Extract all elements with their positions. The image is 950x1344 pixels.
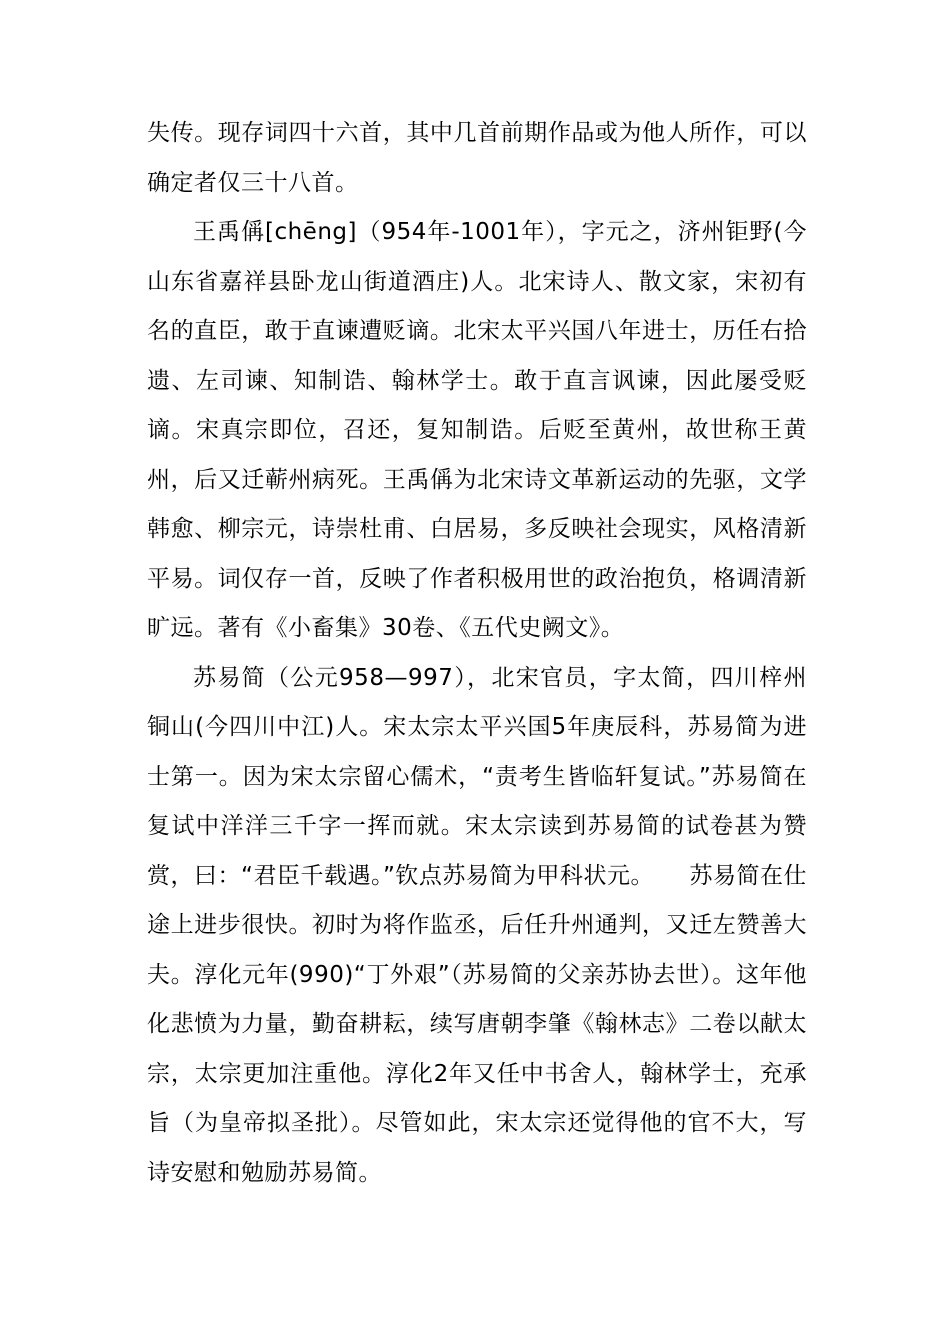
- paragraph-1: 失传。现存词四十六首，其中几首前期作品或为他人所作，可以确定者仅三十八首。: [147, 120, 807, 196]
- document-body: [147, 109, 807, 1198]
- paragraph-2: 王禹偁[chēng]（954年-1001年），字元之，济州钜野(今山东省嘉祥县卧龙山街道酒庄)人。北宋诗人、散文家，宋初有名的直臣，敢于直谏遭贬谪。北宋太平兴国八年进士，历任右拾遗、左司谏、知制诰、翰林学士。敢于直言讽谏，因此屡受贬谪。宋真宗即位，召还，复知制诰。后贬至黄州，故世称王黄州，后又迁蕲州病死。王禹偁为北宋诗文革新运动的先驱，文学韩愈、柳宗元，诗崇杜甫、白居易，多反映社会现实，风格清新平易。词仅存一首，反映了作者积极用世的政治抱负，格调清新旷远。著有《小畜集》30卷、《五代史阙文》。: [147, 219, 807, 641]
- paragraph-3: 苏易简（公元958—997），北宋官员，字太简，四川梓州铜山(今四川中江)人。宋太宗太平兴国5年庚辰科，苏易简为进士第一。因为宋太宗留心儒术，“责考生皆临轩复试。”苏易简在复试中洋洋三千字一挥而就。宋太宗读到苏易简的试卷甚为赞赏，曰：“君臣千载遇。”钦点苏易简为甲科状元。 苏易简在仕途上进步很快。初时为将作监丞，后任升州通判，又迁左赞善大夫。淳化元年(990)“丁外艰”（苏易简的父亲苏协去世）。这年他化悲愤为力量，勤奋耕耘，续写唐朝李肇《翰林志》二卷以献太宗，太宗更加注重他。淳化2年又任中书舍人，翰林学士，充承旨（为皇帝拟圣批）。尽管如此，宋太宗还觉得他的官不大，写诗安慰和勉励苏易简。: [147, 664, 807, 1186]
